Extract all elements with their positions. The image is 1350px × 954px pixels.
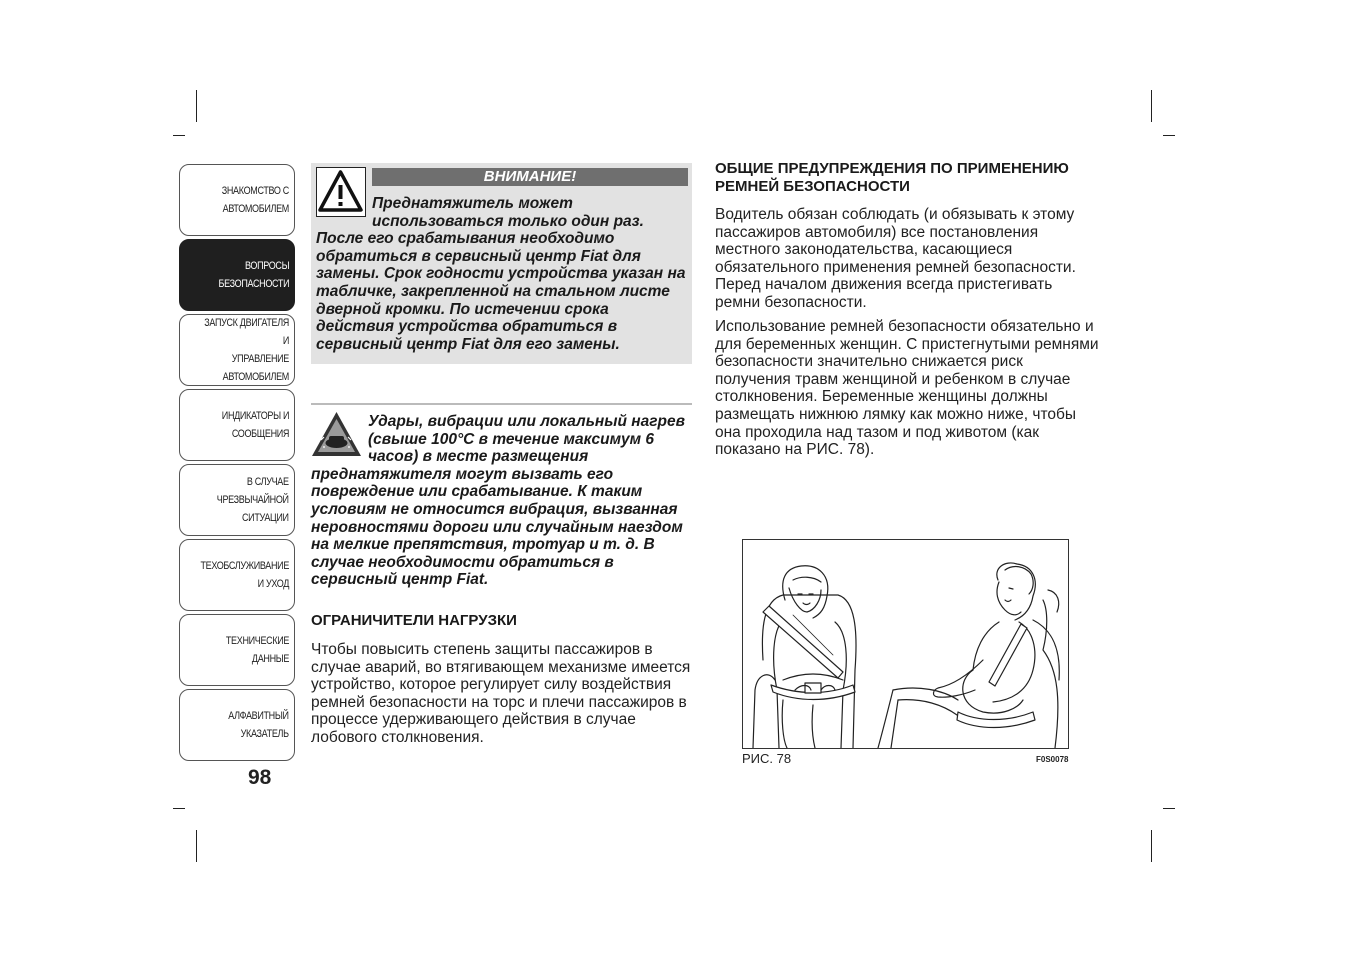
tab-technical-data[interactable] [179,614,295,686]
tab-starting-driving[interactable] [179,314,295,386]
tab-label: ЗАПУСК ДВИГАТЕЛЯ И УПРАВЛЕНИЕ АВТОМОБИЛЕМ [204,317,289,383]
warning-text-rest: После его срабатывания необходимо обратиться в сервисный центр Fiat для замены. Срок годности устройства указан на табличке, закрепленной на стальном листе дверной кромки. По истечении срока действия устройства обратиться в сервисный центр Fiat для его замены. [316,230,686,353]
crop-mark [173,135,185,136]
tab-intro[interactable] [179,164,295,236]
crop-mark [196,830,197,862]
page-number: 98 [248,766,272,789]
tab-label: АЛФАВИТНЫЙ УКАЗАТЕЛЬ [228,710,289,740]
warning-box [311,163,692,364]
tab-label: ВОПРОСЫ БЕЗОПАСНОСТИ [218,260,289,290]
warning-header: ВНИМАНИЕ! [372,168,688,186]
figure-code: F0S0078 [1036,755,1069,764]
crop-mark [1163,135,1175,136]
tab-maintenance[interactable] [179,539,295,611]
shock-note-lead: Удары, вибрации или локальный нагрев (свыше 100°С в течение максимум 6 часов) в месте размещения [368,413,685,466]
general-warnings-para2: Использование ремней безопасности обязательно и для беременных женщин. С пристегнутыми ремнями безопасности значительно снижается риск получения травм женщиной и ребенком в случае столкновения. Беременные женщины должны размещать нижнюю лямку как можно ниже, чтобы она проходила над тазом и под животом (как показано на РИС. 78). [715,318,1099,459]
tab-index[interactable] [179,689,295,761]
warning-text [316,195,688,353]
general-warnings-para1: Водитель обязан соблюдать (и обязывать к этому пассажиров автомобиля) все постановления местного законодательства, касающиеся обязательного применения ремней безопасности. Перед началом движения всегда пристегивать ремни безопасности. [715,206,1076,311]
seatbelt-illustration [742,539,1069,749]
tab-label: В СЛУЧАЕ ЧРЕЗВЫЧАЙНОЙ СИТУАЦИИ [217,476,289,524]
warning-text-lead: Преднатяжитель может использоваться только один раз. [372,195,644,230]
crop-mark [196,90,197,122]
shock-note-rest: преднатяжителя могут вызвать его повреждение или срабатывание. К таким условиям не относится вибрация, вызванная неровностями дороги или случайным наездом на мелкие препятствия, тротуар и т. д. В случае необходимости обратиться в сервисный центр Fiat. [311,465,683,589]
tab-safety[interactable] [179,239,295,311]
tab-label: ТЕХОБСЛУЖИВАНИЕ И УХОД [200,560,289,590]
divider [311,403,692,405]
general-warnings-heading: ОБЩИЕ ПРЕДУПРЕЖДЕНИЯ ПО ПРИМЕНЕНИЮ РЕМНЕЙ БЕЗОПАСНОСТИ [715,160,1069,195]
crop-mark [1151,830,1152,862]
crop-mark [1151,90,1152,122]
tab-label: ИНДИКАТОРЫ И СООБЩЕНИЯ [221,410,289,440]
tab-emergency[interactable] [179,464,295,536]
load-limiters-text: Чтобы повысить степень защиты пассажиров в случае аварий, во втягивающем механизме имеется устройство, которое регулирует силу воздействия ремней безопасности на торс и плечи пассажиров в процессе удерживающего действия в случае лобового столкновения. [311,641,691,746]
figure-caption: РИС. 78 [742,751,792,766]
crop-mark [1163,808,1175,809]
load-limiters-heading: ОГРАНИЧИТЕЛИ НАГРУЗКИ [311,612,517,629]
tab-label: ЗНАКОМСТВО С АВТОМОБИЛЕМ [221,185,289,215]
tab-label: ТЕХНИЧЕСКИЕ ДАННЫЕ [225,635,289,665]
crop-mark [173,808,185,809]
shock-note-text [311,413,693,589]
tab-indicators[interactable] [179,389,295,461]
